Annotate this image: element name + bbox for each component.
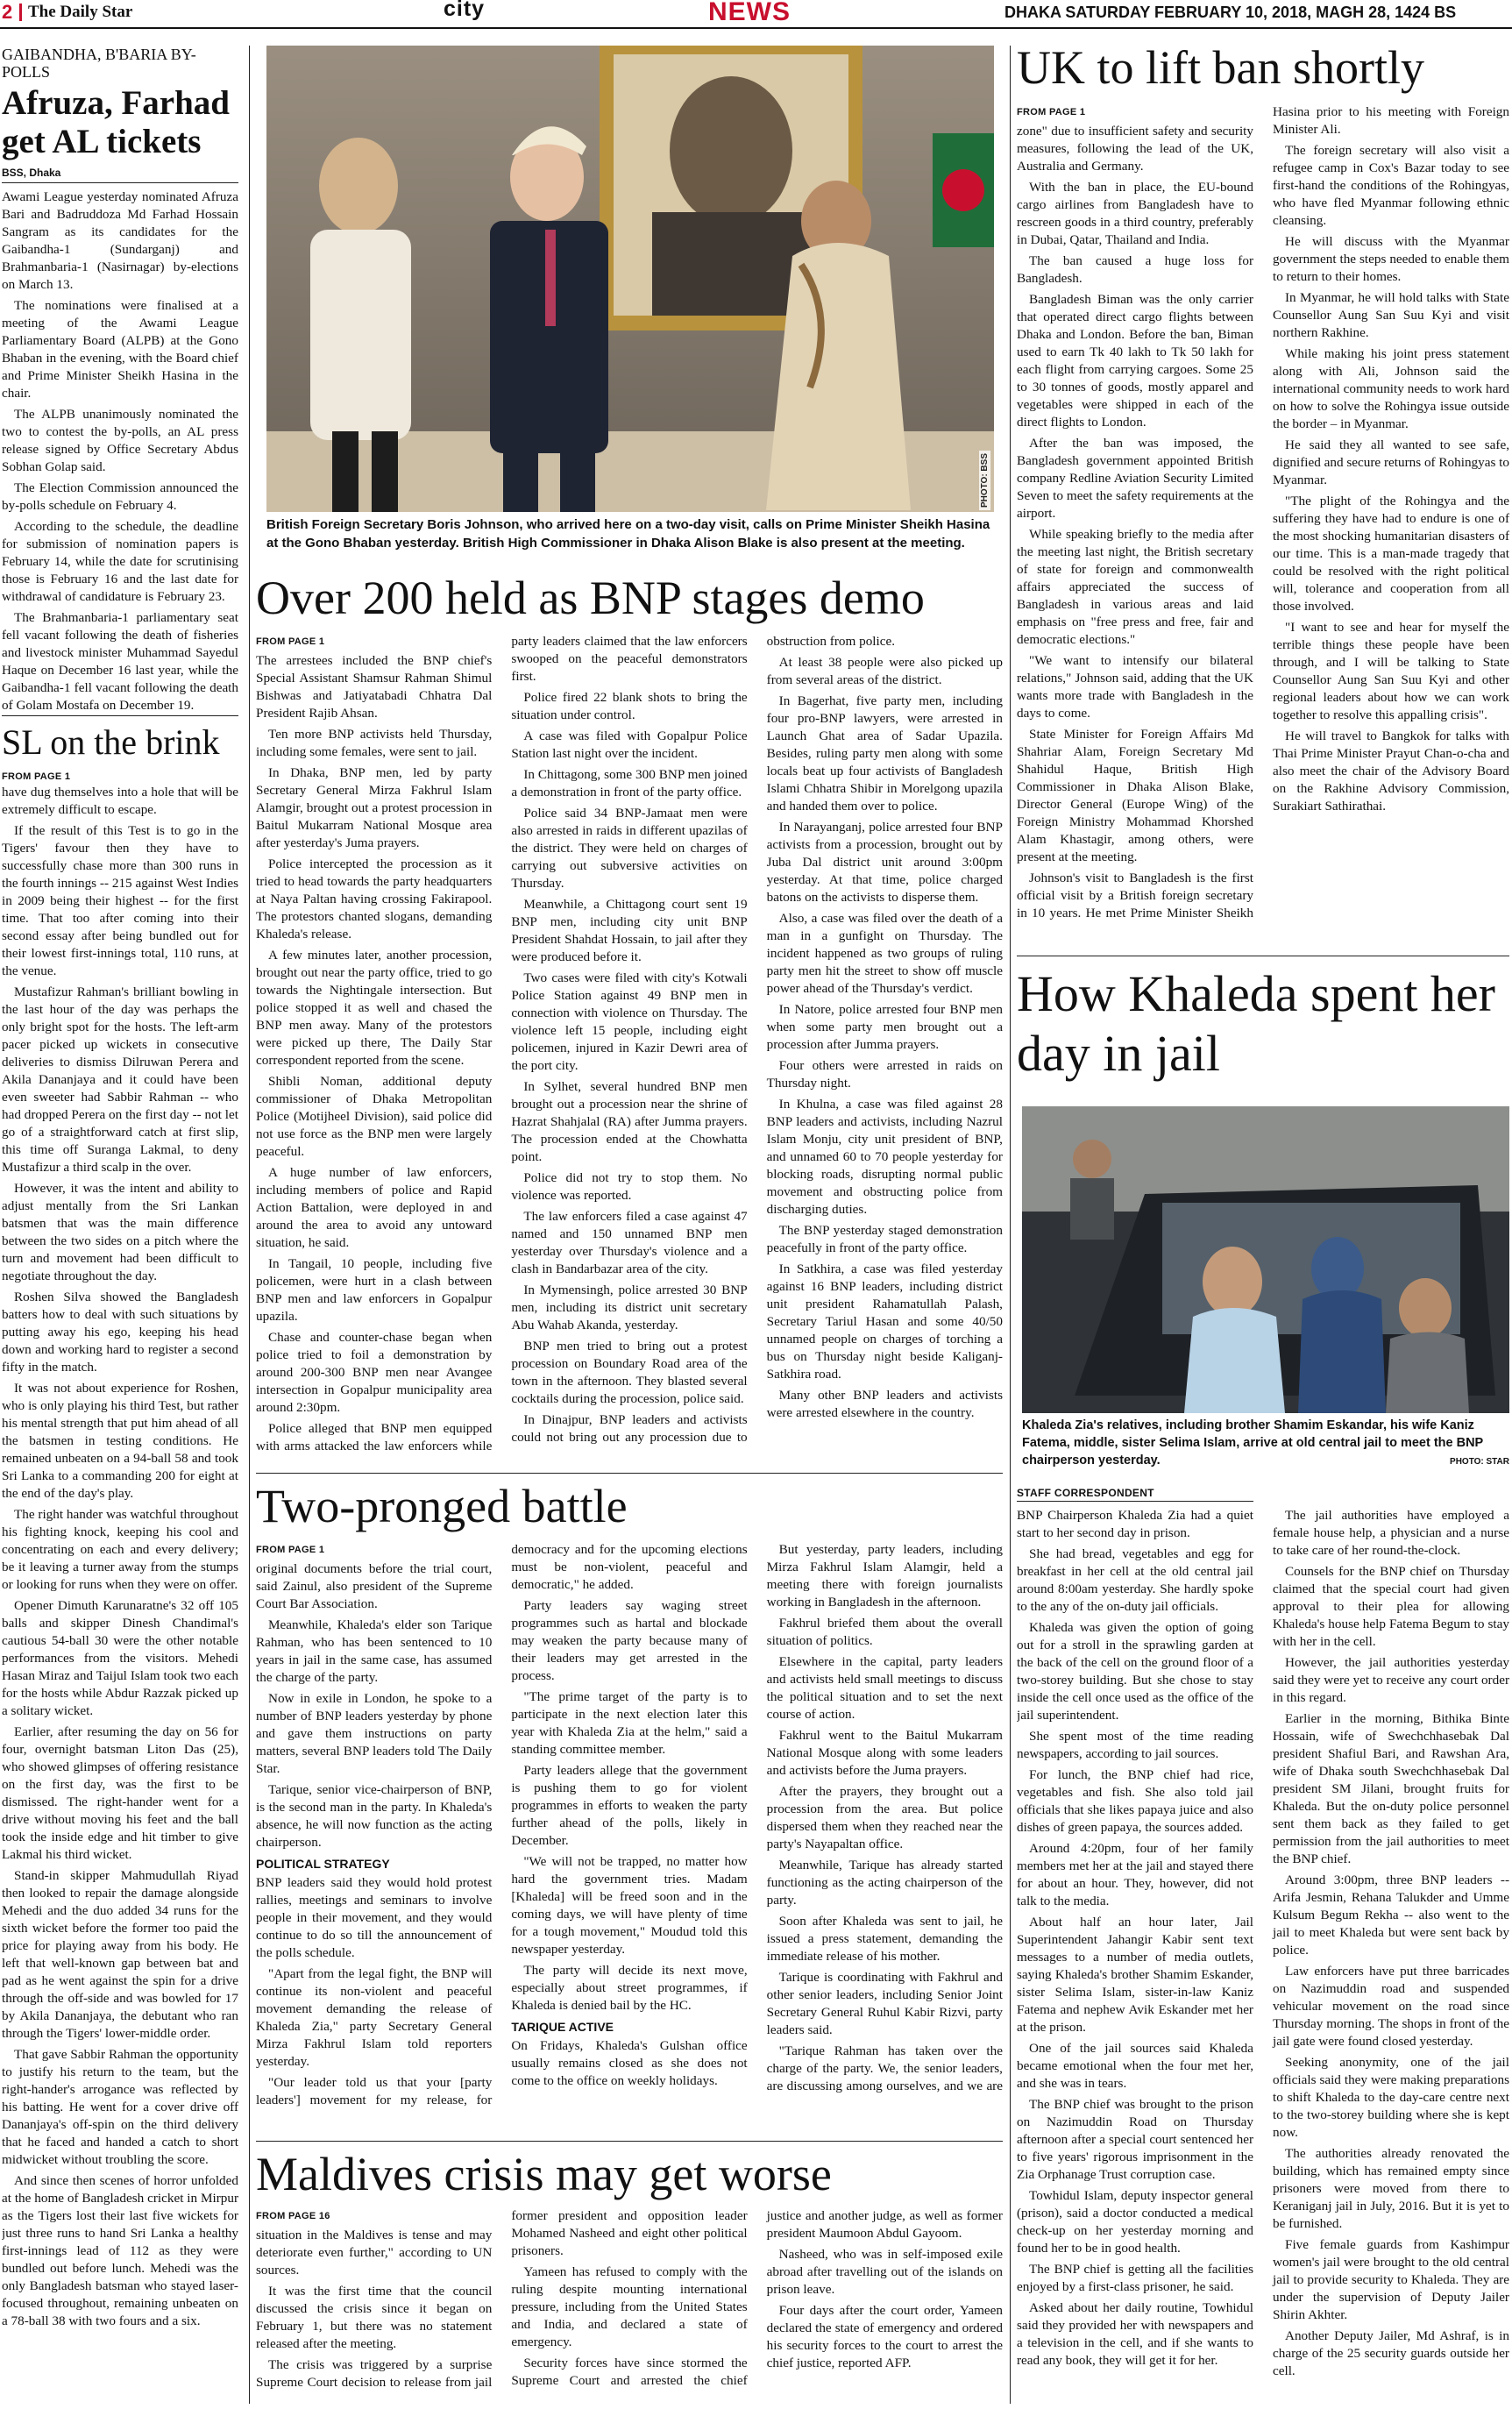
paragraph: Tarique is coordinating with Fakhrul and other senior leaders, including Senior Joint Secretary General Ruhul Kabir Rizvi, party leaders said.: [766, 1970, 1003, 2037]
paragraph: In Mymensingh, police arrested 30 BNP men, including its district unit secretary Abu Wahab Akanda, yesterday.: [511, 1283, 748, 1332]
paragraph: The authorities already renovated the building, which has remained empty since prisoners were moved from there to Keraniganj jail in July, 2016. But it is yet to be furnished.: [1273, 2146, 1509, 2231]
paragraph: In Chittagong, some 300 BNP men joined a demonstration in front of the party office.: [511, 767, 748, 799]
paragraph: It was not about experience for Roshen, who is only playing his third Test, but rather his mental strength that put him ahead of all the batsmen in testing conditions. He remained unbeaten on a 94-ball 58 and took Sri Lanka to a commanding 200 for eight at the end of the day's play.: [2, 1381, 238, 1501]
headline-sl-brink: SL on the brink: [2, 722, 220, 762]
headline-khaleda-jail: How Khaleda spent her day in jail: [1017, 965, 1495, 1082]
newspaper-logo: The Daily Star: [28, 3, 133, 21]
paragraph: In Khulna, a case was filed against 28 BNP leaders and activists, including Nazrul Islam Monju, city unit president of BNP, and unnamed 60 to 70 people yesterday for blocking roads, disrupting normal public movement and obstructing police from discharging duties.: [766, 1097, 1003, 1217]
paragraph: A few minutes later, another procession, brought out near the party office, tried to go towards the Nightingale intersection. But police stopped it as well and chased the BNP men away. Many of the protestors were picked up there, The Daily Star correspondent reported from the scene.: [256, 948, 493, 1068]
photo-illustration: [1022, 1106, 1509, 1413]
paragraph: She had bread, vegetables and egg for breakfast in her cell at the old central jail around 8:00am yesterday. She hardly spoke to the any of the on-duty jail officials.: [1017, 1546, 1253, 1614]
subhead: TARIQUE ACTIVE: [511, 2020, 614, 2034]
page-number: 2: [2, 1, 13, 23]
paragraph: Khaleda was given the option of going out for a stroll in the sprawling garden at the back of the cell on the ground floor of a two-storey building. But she chose to stay inside the cell once used as the office of the jail superintendent.: [1017, 1620, 1253, 1723]
paragraph: "I want to see and hear for myself the terrible things these people have been through, and I will be talking to State Counsellor Aung San Suu Kyi and other regional leaders about how we can work together to resolve this appalling crisis".: [1273, 620, 1509, 722]
section-city: city: [444, 0, 486, 21]
paragraph: The nominations were finalised at a meeting of the Awami League Parliamentary Board (ALPB) at the Gono Bhaban in the evening, with the Board chief and Prime Minister Sheikh Hasina in the chair.: [2, 298, 238, 401]
paragraph: Another Deputy Jailer, Md Ashraf, is in charge of the 25 security guards outside her cell.: [1273, 2328, 1509, 2378]
photo-illustration: [266, 46, 994, 512]
paragraph: Awami League yesterday nominated Afruza Bari and Badruddoza Md Farhad Hossain Sangram as its candidates for the Gaibandha-1 (Sundarganj) and Brahmanbaria-1 (Nasirnagar) by-elections on March 13.: [2, 189, 238, 292]
from-page-tag: FROM PAGE 1: [1017, 107, 1086, 117]
paragraph: One of the jail sources said Khaleda became emotional when the four met her, and she was in tears.: [1017, 2041, 1253, 2091]
story-maldives: [256, 2148, 1003, 2405]
paragraph: BNP leaders said they would hold protest rallies, meetings and seminars to involve people in their movement, and they would continue to do so till the announcement of the polls schedule.: [256, 1875, 493, 1960]
paragraph: For lunch, the BNP chief had rice, vegetables and fish. She also told jail officials that she likes papaya juice and also dishes of green papaya, the sources added.: [1017, 1767, 1253, 1835]
paragraph: But yesterday, party leaders, including Mirza Fakhrul Islam Alamgir, held a meeting there with foreign journalists working in Bangladesh in the afternoon.: [766, 1542, 1003, 1610]
paragraph: Fakhrul briefed them about the overall situation of politics.: [766, 1616, 1003, 1648]
story-body: [256, 1541, 1003, 2125]
from-page-tag: FROM PAGE 16: [256, 2211, 330, 2221]
paragraph: Towhidul Islam, deputy inspector general (prison), said a doctor conducted a medical check-up on her yesterday morning and found her to be in good health.: [1017, 2188, 1253, 2256]
paragraph: A huge number of law enforcers, including members of police and Rapid Action Battalion, were deployed in and around the area to avoid any untoward situation, he said.: [256, 1165, 493, 1250]
paragraph: Security forces have since stormed the Supreme Court and arrested the chief justice and another judge, as well as former president Maumoon Abdul Gayoom.: [511, 2208, 1003, 2388]
paragraph: "We will not be trapped, no matter how hard the government tries. Madam [Khaleda] will be freed soon and in the coming days, we will have plenty of time for a tough movement," Moudud told this newspaper yesterday.: [511, 1854, 748, 1957]
paragraph: Bangladesh Biman was the only carrier that operated direct cargo flights between Dhaka and London. Before the ban, Biman used to earn Tk 40 lakh to Tk 50 lakh for each flight from carrying cargoes. Some 25 to 30 tonnes of goods, mostly apparel and vegetables were shipped in each of the direct flights to London.: [1017, 292, 1253, 430]
paragraph: Two cases were filed with city's Kotwali Police Station against 49 BNP men in connection with violence on Thursday. The violence left 15 people, including eight policemen, injured in Kazir Dewri area of the port city.: [511, 970, 748, 1073]
story-body: [1017, 103, 1509, 936]
headline-two-pronged: Two-pronged battle: [256, 1480, 628, 1532]
dateline: DHAKA SATURDAY FEBRUARY 10, 2018, MAGH 28, 1424 BS: [1004, 4, 1457, 21]
paragraph: have dug themselves into a hole that will be extremely difficult to escape.: [2, 785, 238, 817]
photo-credit: PHOTO: STAR: [1450, 1457, 1509, 1467]
col1-story-gaibandha: [2, 46, 238, 718]
paragraph: "Our leader told us that your [party leaders'] movement for my release, for democracy and for the upcoming elections must be non-violent, peaceful and democratic," he added.: [256, 1542, 748, 2107]
story-kicker: GAIBANDHA, B'BARIA BY-POLLS: [2, 46, 196, 81]
paragraph: He will travel to Bangkok for talks with Thai Prime Minister Prayut Chan-o-cha and also meet the chair of the Advisory Board on the Rakhine Advisory Commission, Surakiart Sathirathai.: [1273, 728, 1509, 814]
paragraph: The BNP chief was brought to the prison on Nazimuddin Road on Thursday afternoon after a special court sentenced her to five years' rigorous imprisonment in the Zia Orphanage Trust corruption case.: [1017, 2097, 1253, 2182]
paragraph: The ALPB unanimously nominated the two to contest the by-polls, an AL press release signed by Office Secretary Abdus Sobhan Golap said.: [2, 407, 238, 474]
paragraph: The party will decide its next move, especially about street programmes, if Khaleda is denied bail by the HC.: [511, 1963, 748, 2013]
paragraph: Yameen has refused to comply with the ruling despite mounting international pressure, including from the United States and India, and declared a state of emergency.: [511, 2264, 748, 2349]
paragraph: The Election Commission announced the by-polls schedule on February 4.: [2, 480, 238, 513]
paragraph: "The prime target of the party is to participate in the next election later this year with Khaleda Zia at the helm," said a standing committee member.: [511, 1689, 748, 1757]
paragraph: Party leaders say waging street programmes such as hartal and blockade may weaken the party because many of their leaders may get arrested in the process.: [511, 1598, 748, 1683]
paragraph: That gave Sabbir Rahman the opportunity to justify his return to the team, but the right-hander's arrogance was reflected by his batting. He went for a cover drive off Dananjaya's off-spin on the third delivery that he faced and handed a catch to short midwicket without troubling the score.: [2, 2047, 238, 2167]
paragraph: Police did not try to stop them. No violence was reported.: [511, 1170, 748, 1203]
col1-divider: [2, 715, 238, 716]
story-khaleda-headline: [1017, 964, 1509, 1084]
paragraph: The law enforcers filed a case against 47 named and 150 unnamed BNP men yesterday over Thursday's violence and a clash in Bandarbazar area of the city.: [511, 1209, 748, 1276]
paragraph: The arrestees included the BNP chief's Special Assistant Shamsur Rahman Shimul Bishwas and Jatiyatabadi Chhatra Dal President Rajib Ahsan.: [256, 653, 493, 721]
paragraph: According to the schedule, the deadline for submission of nomination papers is February 14, while the date for scrutinising those is February 16 and the last date for withdrawal of candidature is February 23.: [2, 519, 238, 604]
paragraph: However, the jail authorities yesterday said they were yet to receive any court order in this regard.: [1273, 1655, 1509, 1705]
paragraph: While making his joint press statement along with Ali, Johnson said the international community needs to work hard on how to solve the Rohingya issue outside the border – in Myanmar.: [1273, 346, 1509, 431]
paragraph: The jail authorities have employed a female house help, a physician and a nurse to take care of her round-the-clock.: [1273, 1508, 1509, 1558]
paragraph: After the prayers, they brought out a procession from the area. But police dispersed them when they reached near the party's Nayapaltan office.: [766, 1784, 1003, 1851]
paragraph: In Tangail, 10 people, including five policemen, were hurt in a clash between BNP men and law enforcers in Gopalpur upazila.: [256, 1256, 493, 1324]
story-body: [2, 188, 238, 718]
paragraph: situation in the Maldives is tense and may deteriorate even further," according to UN sources.: [256, 2228, 493, 2278]
paragraph: She spent most of the time reading newspapers, according to jail sources.: [1017, 1729, 1253, 1761]
paragraph: The BNP yesterday staged demonstration peacefully in front of the party office.: [766, 1223, 1003, 1255]
headline-maldives: Maldives crisis may get worse: [256, 2148, 832, 2200]
story-body: [256, 2207, 1003, 2400]
headline-afruza: Afruza, Farhad get AL tickets: [2, 84, 230, 160]
from-page-tag: FROM PAGE 1: [2, 771, 71, 782]
paragraph: The foreign secretary will also visit a refugee camp in Cox's Bazar today to see first-hand the conditions of the Rohingyas, who have fled Myanmar following ethnic cleansing.: [1273, 143, 1509, 228]
paragraph: Law enforcers have put three barricades on Nazimuddin road and suspended vehicular movement on the road since Thursday morning. The shops in front of the jail gate were found closed yesterday.: [1273, 1964, 1509, 2049]
column-rule: [1010, 46, 1011, 2404]
paragraph: Four others were arrested in raids on Thursday night.: [766, 1058, 1003, 1091]
paragraph: Tarique, senior vice-chairperson of BNP, is the second man in the party. In Khaleda's absence, he will now function as the acting chairperson.: [256, 1782, 493, 1850]
paragraph: With the ban in place, the EU-bound cargo airlines from Bangladesh have to rescreen goods in a third country, preferably in Dubai, Qatar, Thailand and India.: [1017, 180, 1253, 247]
paragraph: Meanwhile, Tarique has already started functioning as the acting chairperson of the party.: [766, 1858, 1003, 1908]
section-divider: [256, 2141, 1003, 2142]
caption-text: Khaleda Zia's relatives, including brother Shamim Eskandar, his wife Kaniz Fatema, middle, sister Selima Islam, arrive at old central jail to meet the BNP chairperson yesterday.: [1022, 1418, 1483, 1467]
photo-caption: [1022, 1417, 1509, 1471]
page-number-divider: [19, 4, 22, 21]
paragraph: In Dinajpur, BNP leaders and activists could not bring out any procession due to obstruction from police.: [511, 634, 896, 1445]
paragraph: BNP men tried to bring out a protest procession on Boundary Road area of the town in the afternoon. They blasted several cocktails during the procession, police said.: [511, 1339, 748, 1406]
paragraph: In Satkhira, a case was filed yesterday against 16 BNP leaders, including district unit president Rahamatullah Palash, Secretary Tariul Hasan and some 40/50 unnamed people on charges of torching a bus on Thursday night beside Kaliganj-Satkhira road.: [766, 1261, 1003, 1382]
paragraph: Chase and counter-chase began when police tried to foil a demonstration by around 200-300 BNP men near Avangee intersection in Gopalpur municipality area around 2:30pm.: [256, 1330, 493, 1415]
byline-bss: BSS, Dhaka: [2, 167, 61, 179]
column-rule: [249, 46, 250, 2404]
paragraph: Earlier in the morning, Bithika Binte Hossain, wife of Swechchhasebak Dal president Shafiul Bari, and Rawshan Ara, wife of Dhaka south Swechchhasebak Dal president SM Jilani, brought fruits for Khaleda. But the on-duty police personnel sent them back as they failed to get permission from the jail authorities to meet the BNP chief.: [1273, 1711, 1509, 1866]
paragraph: Roshen Silva showed the Bangladesh batters how to deal with such situations by putting away his ego, keeping his head down and working hard to register a second fifty in the match.: [2, 1290, 238, 1375]
paragraph: "The plight of the Rohingya and the suffering they have had to endure is one of the most shocking humanitarian disasters of our time. This is a man-made tragedy that could be resolved with the right political will, tolerance and cooperation from all those involved.: [1273, 494, 1509, 614]
photo-credit: PHOTO: BSS: [979, 451, 990, 510]
paragraph: Around 4:20pm, four of her family members met her at the jail and stayed there for about an hour. They, however, did not talk to the media.: [1017, 1841, 1253, 1908]
paragraph: Around 3:00pm, three BNP leaders -- Arifa Jesmin, Rehana Talukder and Umme Kulsum Begum Rekha -- also went to the jail to meet Khaleda but were sent back by police.: [1273, 1872, 1509, 1958]
paragraph: Many other BNP leaders and activists were arrested elsewhere in the country.: [766, 1388, 1003, 1420]
byline-staff: STAFF CORRESPONDENT: [1017, 1487, 1154, 1499]
paragraph: A case was filed with Gopalpur Police Station last night over the incident.: [511, 728, 748, 761]
photo-caption: British Foreign Secretary Boris Johnson, who arrived here on a two-day visit, calls on Prime Minister Sheikh Hasina at the Gono Bhaban yesterday. British High Commissioner in Dhaka Alison Blake is also present at the meeting.: [266, 517, 990, 551]
paragraph: In Bagerhat, five party men, including four pro-BNP lawyers, were arrested in Launch Ghat area of Sadar Upazila. Besides, ruling party men along with some locals beat up four activists of Bangladesh Islami Chhatra Shibir in Morelgong upazila and handed them over to police.: [766, 693, 1003, 814]
paragraph: The Brahmanbaria-1 parliamentary seat fell vacant following the death of fisheries and livestock minister Muhammad Sayedul Haque on December 16 last year, while the Gaibandha-1 fell vacant following the death of Golam Mostafa on December 19.: [2, 610, 238, 713]
photo-khaleda-relatives: [1022, 1106, 1509, 1413]
photo-johnson-hasina: [266, 46, 994, 512]
paragraph: Johnson's visit to Bangladesh is the first official visit by a British foreign secretary in 10 years. He met Prime Minister Sheikh Hasina prior to his meeting with Foreign Minister Ali.: [1017, 104, 1509, 920]
paragraph: Police alleged that BNP men equipped with arms attacked the law enforcers while party leaders claimed that the law enforcers swooped on the peaceful demonstrators first.: [256, 634, 748, 1453]
paragraph: Elsewhere in the capital, party leaders and activists held small meetings to discuss the political situation and to set the next course of action.: [766, 1654, 1003, 1722]
paragraph: In Dhaka, BNP men, led by party Secretary General Mirza Fakhrul Islam Alamgir, brought out a protest procession in Baitul Mukarram National Mosque area after yesterday's Juma prayers.: [256, 765, 493, 850]
paragraph: The ban caused a huge loss for Bangladesh.: [1017, 253, 1253, 286]
paragraph: Mustafizur Rahman's brilliant bowling in the last hour of the day was perhaps the only bright spot for the hosts. The left-arm pacer picked up wickets in consecutive deliveries to dismiss Dilruwan Perera and Akila Dananjaya and it could have been even sweeter had Sabbir Rahman -- who had dropped Perera on the first day -- not let go of a straightforward catch at first slip, this time off Suranga Lakmal, to deny Mustafizur a third scalp in the over.: [2, 984, 238, 1175]
masthead-rule: [0, 27, 1512, 29]
section-label: NEWS: [708, 0, 791, 26]
paragraph: Four days after the court order, Yameen declared the state of emergency and ordered his security forces to the court to arrest the chief justice, reported AFP.: [766, 2303, 1003, 2370]
paragraph: However, it was the intent and ability to adjust mentally from the Sri Lankan batsmen that was the main difference between the two sides on a pitch where the turn and movement had been difficult to negotiate throughout the day.: [2, 1181, 238, 1283]
paragraph: He will discuss with the Myanmar government the steps needed to enable them to return to their homes.: [1273, 234, 1509, 284]
paragraph: Seeking anonymity, one of the jail officials said they were making preparations to shift Khaleda to the day-care centre next to the two-storey building where she is kept now.: [1273, 2055, 1509, 2140]
paragraph: While speaking briefly to the media after the meeting last night, the British secretary of state for foreign and commonwealth affairs appreciated the success of Bangladesh in various areas and laid emphasis on "free press and free, fair and democratic elections.": [1017, 527, 1253, 647]
paragraph: On Fridays, Khaleda's Gulshan office usually remains closed as she does not come to the office on weekly holidays.: [511, 2038, 748, 2088]
paragraph: Nasheed, who was in self-imposed exile abroad after travelling out of the islands on prison leave.: [766, 2247, 1003, 2297]
story-uk: [1017, 40, 1509, 943]
paragraph: zone" due to insufficient safety and security measures, following the lead of the UK, Australia and Germany.: [1017, 124, 1253, 174]
paragraph: The right hander was watchful throughout his fighting knock, keeping his cool and concentrating on each and every delivery; be it leaving a turner away from the stumps or looking for runs when they were on offer.: [2, 1507, 238, 1592]
paragraph: If the result of this Test is to go in the Tigers' favour then they have to successfully chase more than 300 runs in the fourth innings -- 215 against West Indies in 2009 being their highest -- for the first time. That too after coming into their second essay after being bundled out for their lowest first-innings total, 110 runs, at the venue.: [2, 823, 238, 978]
masthead: [0, 0, 1512, 26]
paragraph: Soon after Khaleda was sent to jail, he issued a press statement, demanding the immediate release of his mother.: [766, 1914, 1003, 1964]
paragraph: And since then scenes of horror unfolded at the home of Bangladesh cricket in Mirpur as the Tigers lost their last five wickets for just three runs to hand Sri Lanka a healthy first-innings lead of 112 as they were bundled out before lunch. Mehedi was the only Bangladesh batsman who stayed laser-focused throughout, remaining unbeaten on a 78-ball 38 with two fours and a six.: [2, 2173, 238, 2328]
headline-bnp-demo: Over 200 held as BNP stages demo: [256, 572, 925, 624]
story-body: [256, 633, 1003, 1457]
paragraph: State Minister for Foreign Affairs Md Shahriar Alam, Foreign Secretary Md Shahidul Haque, British High Commissioner in Dhaka Alison Blake, Director General (Europe Wing) of the Foreign Ministry Mohammad Khorshed Alam Khastagir, among others, were present at the meeting.: [1017, 727, 1253, 864]
paragraph: Police fired 22 blank shots to bring the situation under control.: [511, 690, 748, 722]
paragraph: Now in exile in London, he spoke to a number of BNP leaders yesterday by phone and gave them instructions on party matters, several BNP leaders told The Daily Star.: [256, 1691, 493, 1776]
paragraph: Earlier, after resuming the day on 56 for four, overnight batsman Liton Das (25), who showed glimpses of offering resistance on the first day, was the first to be dismissed. The right-hander went for a drive without moving his feet and the ball took the inside edge and hit timber to give Lakmal his third wicket.: [2, 1724, 238, 1862]
paragraph: "Apart from the legal fight, the BNP will continue its non-violent and peaceful movement demanding the release of Khaleda Zia," party Secretary General Mirza Fakhrul Islam told reporters yesterday.: [256, 1966, 493, 2069]
paragraph: In Natore, police arrested four BNP men when some party men brought out a procession after Jumma prayers.: [766, 1002, 1003, 1052]
paragraph: Meanwhile, a Chittagong court sent 19 BNP men, including city unit BNP President Shahdat Hossain, to jail after they were produced before it.: [511, 897, 748, 964]
paragraph: "Tarique Rahman has taken over the charge of the party. We, the senior leaders, are discussing among ourselves, and we are: [766, 2043, 1003, 2093]
subhead: POLITICAL STRATEGY: [256, 1857, 390, 1871]
story-body: [2, 784, 238, 2334]
byline-rule: [2, 182, 238, 183]
byline-rule: [1017, 1501, 1253, 1502]
paragraph: original documents before the trial court, said Zainul, also president of the Supreme Court Bar Association.: [256, 1561, 493, 1611]
paragraph: Asked about her daily routine, Towhidul said they provided her with newspapers and a television in the cell, and if she wants to read any book, they will get it for her.: [1017, 2300, 1253, 2368]
story-khaleda-body: [1017, 1487, 1509, 2405]
story-bnp: [256, 572, 1003, 1470]
story-battle: [256, 1480, 1003, 2137]
paragraph: Police said 34 BNP-Jamaat men were also arrested in raids in different upazilas of the district. They were held on charges of carrying out subversive activities on Thursday.: [511, 806, 748, 891]
paragraph: BNP Chairperson Khaleda Zia had a quiet start to her second day in prison.: [1017, 1508, 1253, 1540]
paragraph: Party leaders allege that the government is pushing them to go for violent programmes in efforts to weaken the party further ahead of the polls, likely in December.: [511, 1763, 748, 1848]
paragraph: Fakhrul went to the Baitul Mukarram National Mosque along with some leaders and activists before the Juma prayers.: [766, 1728, 1003, 1778]
paragraph: He said they all wanted to see safe, dignified and secure returns of Rohingyas to Myanmar.: [1273, 437, 1509, 487]
paragraph: In Narayanganj, police arrested four BNP activists from a procession, brought out by Juba Dal district unit around 3:00pm yesterday. At that time, police charged batons on the activists to disperse them.: [766, 820, 1003, 905]
headline-uk-ban: UK to lift ban shortly: [1017, 41, 1424, 94]
col1-story-sl: [2, 722, 238, 2405]
paragraph: Five female guards from Kashimpur women's jail were brought to the old central jail to provide security to Khaleda. They are under the supervision of Deputy Jailer Shirin Akhter.: [1273, 2237, 1509, 2322]
from-page-tag: FROM PAGE 1: [256, 1545, 325, 1555]
paragraph: About half an hour later, Jail Superintendent Jahangir Kabir sent text messages to a number of media outlets, saying Khaleda's brother Shamim Eskander, sister Selima Islam, sister-in-law Kaniz Fatema and nephew Avik Eskander met her at the prison.: [1017, 1915, 1253, 2035]
paragraph: In Sylhet, several hundred BNP men brought out a procession near the shrine of Hazrat Shahjalal (RA) after Jumma prayers. The procession ended at the Chowhatta point.: [511, 1079, 748, 1164]
paragraph: In Myanmar, he will hold talks with State Counsellor Aung San Suu Kyi and visit northern Rakhine.: [1273, 290, 1509, 340]
paragraph: Ten more BNP activists held Thursday, including some females, were sent to jail.: [256, 727, 493, 759]
paragraph: Also, a case was filed over the death of a man in a gunfight on Thursday. The incident happened as two groups of ruling party men hit the street to show off muscle power ahead of the Thursday's verdict.: [766, 911, 1003, 996]
paragraph: Shibli Noman, additional deputy commissioner of Dhaka Metropolitan Police (Motijheel Division), said police did not use force as the BNP men were largely peaceful.: [256, 1074, 493, 1159]
paragraph: Opener Dimuth Karunaratne's 32 off 105 balls and skipper Dinesh Chandimal's cautious 54-ball 30 were the other notable performances from the visitors. Mehedi Hasan Miraz and Taijul Islam took two each for the hosts while Abdur Razzak picked up a solitary wicket.: [2, 1598, 238, 1718]
paragraph: After the ban was imposed, the Bangladesh government appointed British company Redline Aviation Security Limited Seven to meet the safety requirements at the airport.: [1017, 436, 1253, 521]
from-page-tag: FROM PAGE 1: [256, 636, 325, 647]
paragraph: The crisis was triggered by a surprise Supreme Court decision to release from jail former president and opposition leader Mohamed Nasheed and eight other political prisoners.: [256, 2208, 748, 2390]
paragraph: Stand-in skipper Mahmudullah Riyad then looked to repair the damage alongside Mehedi and the duo added 34 runs for the sixth wicket before the former too paid the price for playing away from his body. He left that well-known gap between bat and pad as he went against the spin for a drive through the off-side and was bowled for 17 by Akila Dananjaya, the debutant who ran through the Tigers' lower-middle order.: [2, 1868, 238, 2041]
paragraph: Counsels for the BNP chief on Thursday claimed that the special court had given approval to their plea for allowing Khaleda's house help Fatema Begum to stay with her in the cell.: [1273, 1564, 1509, 1649]
paragraph: Police intercepted the procession as it tried to head towards the party headquarters at Naya Paltan having crossing Fakirapool. The protestors chanted slogans, demanding Khaleda's release.: [256, 856, 493, 942]
story-body: [1017, 1507, 1509, 2392]
paragraph: It was the first time that the council discussed the crisis since it began on February 1, but there was no statement released after the meeting.: [256, 2284, 493, 2351]
paragraph: Meanwhile, Khaleda's elder son Tarique Rahman, who has been sentenced to 10 years in jail in the same case, has assumed the charge of the party.: [256, 1617, 493, 1685]
paragraph: The BNP chief is getting all the facilities enjoyed by a first-class prisoner, he said.: [1017, 2262, 1253, 2294]
paragraph: At least 38 people were also picked up from several areas of the district.: [766, 655, 1003, 687]
paragraph: "We want to intensify our bilateral relations," Johnson said, adding that the UK wants more trade with Bangladesh in the days to come.: [1017, 653, 1253, 721]
section-divider: [256, 1473, 1003, 1474]
